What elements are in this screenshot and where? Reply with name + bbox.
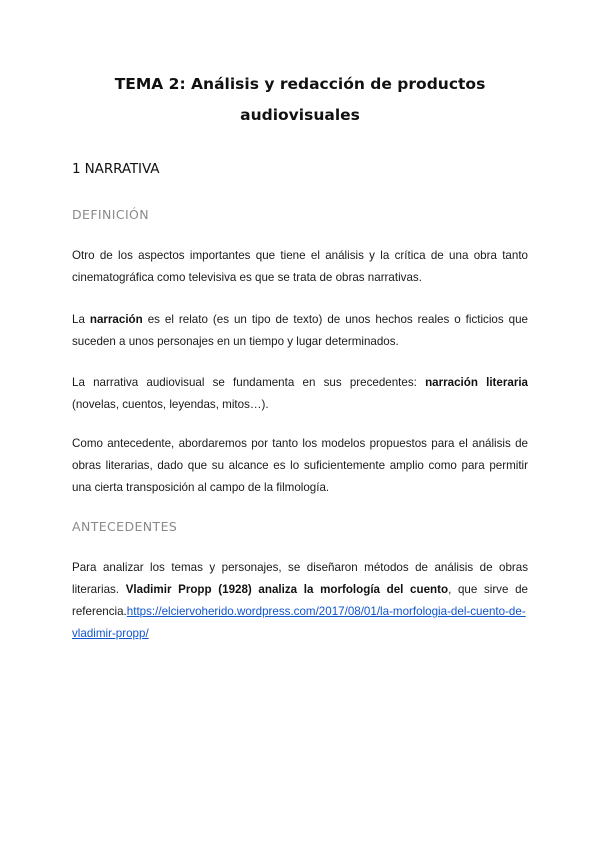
- paragraph-bold-term: Vladimir Propp (1928) analiza la morfología del cuento: [125, 583, 449, 596]
- title-line-1: TEMA 2: Análisis y redacción de productos: [114, 75, 486, 93]
- paragraph-text: (novelas, cuentos, leyendas, mitos…).: [72, 398, 269, 411]
- paragraph-bold-term: narración: [89, 313, 143, 326]
- paragraph-definicion-1: Otro de los aspectos importantes que tiene el análisis y la crítica de una obra tanto cinematográfica como televisiva es que se trata de obras narrativas.: [72, 249, 528, 284]
- paragraph-text: , que sirve de referencia.: [72, 583, 528, 618]
- paragraph-antecedentes: [72, 557, 528, 645]
- paragraph-text: Para analizar los temas y personajes, se diseñaron métodos de análisis de obras literarias.: [72, 561, 528, 596]
- document-title: [60, 69, 540, 131]
- subsection-heading-definicion: DEFINICIÓN: [72, 207, 150, 222]
- subsection-heading-antecedentes: ANTECEDENTES: [72, 519, 178, 534]
- paragraph-text: La: [72, 313, 90, 326]
- paragraph-text: es el relato (es un tipo de texto) de unos hechos reales o ficticios que suceden a unos personajes en un tiempo y lugar determinados.: [72, 313, 528, 348]
- paragraph-definicion-2: [72, 309, 528, 353]
- paragraph-definicion-4: Como antecedente, abordaremos por tanto los modelos propuestos para el análisis de obras literarias, dado que su alcance es lo suficientemente amplio como para permitir una cierta transposición al campo de la filmología.: [72, 437, 528, 494]
- title-line-2: audiovisuales: [240, 106, 360, 124]
- section-heading-narrativa: 1 NARRATIVA: [72, 161, 160, 177]
- propp-reference-link[interactable]: https://elciervoherido.wordpress.com/2017/08/01/la-morfologia-del-cuento-de-vladimir-propp/: [72, 605, 526, 640]
- paragraph-text: La narrativa audiovisual se fundamenta en sus precedentes:: [72, 376, 426, 389]
- paragraph-definicion-3: [72, 372, 528, 416]
- paragraph-bold-term: narración literaria: [425, 376, 529, 389]
